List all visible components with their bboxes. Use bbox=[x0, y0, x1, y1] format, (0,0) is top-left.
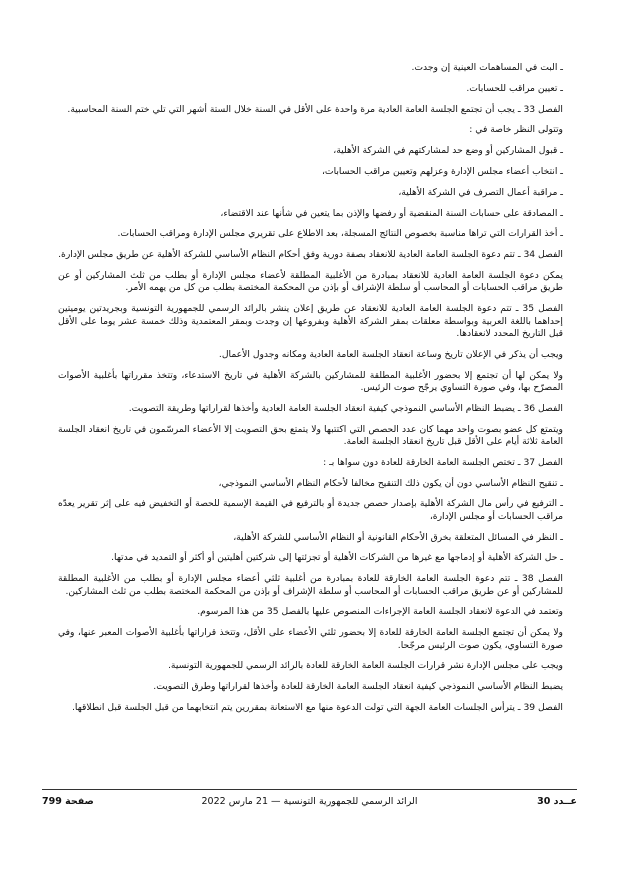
list-item: ـ أخذ القرارات التي تراها مناسبة بخصوص النتائج المسجلة، بعد الاطلاع على تقريري مجلس الإدارة ومراقب الحسابات. bbox=[117, 228, 563, 240]
page-footer bbox=[42, 795, 577, 809]
list-item: ـ المصادقة على حسابات السنة المنقضية أو رفضها والإذن بما يتعين في شأنها عند الاقتضاء، bbox=[220, 207, 563, 219]
article-38: الفصل 38 ـ تتم دعوة الجلسة العامة الخارقة للعادة بمبادرة من أغلبية ثلثي أعضاء مجلس الإدارة أو بطلب من الأغلبية المطلقة للمشاركين أو عن طريق مراقب الحسابات أو المحاسب أو سلطة الإشراف أو بإذن من المحكمة المختصة بطلب من ثلث المشاركين. bbox=[58, 573, 563, 597]
paragraph-26: يضبط النظام الأساسي النموذجي كيفية انعقاد الجلسة العامة الخارقة للعادة وأخذها لقراراتها وطرق التصويت. bbox=[153, 681, 563, 693]
article-37: الفصل 37 ـ تختص الجلسة العامة الخارقة للعادة دون سواها بـ : bbox=[323, 456, 563, 468]
list-item: ـ حل الشركة الأهلية أو إدماجها مع غيرها من الشركات الأهلية أو تجزئتها إلى شركتين أهليتين أو أكثر أو التمديد في مدتها. bbox=[111, 552, 563, 564]
page-number: صفحة 799 bbox=[42, 796, 94, 807]
paragraph-14: ولا يمكن لها أن تجتمع إلا بحضور الأغلبية المطلقة للمشاركين بالشركة الأهلية في تاريخ الاستدعاء، وتتخذ مقرراتها بأغلبية الأصوات المصرّح بها، وفي صورة التساوي يرجّح صوت الرئيس. bbox=[58, 369, 563, 393]
paragraph-24: ولا يمكن أن تجتمع الجلسة العامة الخارقة للعادة إلا بحضور ثلثي الأعضاء على الأقل، وتتخذ قراراتها بأغلبية الأصوات المعبر عنها، وفي صورة التساوي، يكون صوت الرئيس مرجّحا. bbox=[58, 627, 563, 651]
paragraph-1: ـ البت في المساهمات العينية إن وجدت. bbox=[411, 62, 563, 73]
paragraph-13: ويجب أن يذكر في الإعلان تاريخ وساعة انعقاد الجلسة العامة العادية ومكانه وجدول الأعمال. bbox=[218, 348, 563, 360]
paragraph-4: وتتولى النظر خاصة في : bbox=[469, 124, 563, 136]
list-item: ـ انتخاب أعضاء مجلس الإدارة وعزلهم وتعيين مراقب الحسابات، bbox=[321, 165, 563, 177]
list-item: ـ قبول المشاركين أو وضع حد لمشاركتهم في الشركة الأهلية، bbox=[333, 145, 563, 157]
journal-title-date: الرائد الرسمي للجمهورية التونسية — 21 مارس 2022 bbox=[201, 796, 418, 807]
paragraph-11: يمكن دعوة الجلسة العامة العادية للانعقاد بمبادرة من الأغلبية المطلقة لأعضاء مجلس الإدارة أو بطلب من ثلث المشاركين أو عن طريق مراقب الحسابات أو المحاسب أو سلطة الإشراف أو بإذن من المحكمة المختصة بطلب من كل من يهمه الأمر. bbox=[58, 269, 563, 294]
paragraph-23: وتعتمد في الدعوة لانعقاد الجلسة العامة الإجراءات المنصوص عليها بالفصل 35 من هذا المرسوم. bbox=[197, 606, 563, 618]
article-39: الفصل 39 ـ يترأس الجلسات العامة الجهة التي تولت الدعوة منها مع الاستعانة بمقررين يتم انتخابهما من قبل الجلسة قبل انطلاقها. bbox=[71, 701, 563, 713]
paragraph-16: ويتمتع كل عضو بصوت واحد مهما كان عدد الحصص التي اكتتبها ولا يتمتع بحق التصويت إلا الأعضاء المرسّمون في تاريخ انعقاد الجلسة العامة ثلاثة أيام على الأقل قبل تاريخ انعقاد الجلسة العامة. bbox=[58, 423, 563, 447]
footer-divider bbox=[42, 789, 577, 790]
article-36: الفصل 36 ـ يضبط النظام الأساسي النموذجي كيفية انعقاد الجلسة العامة العادية وأخذها لقراراتها وطريقة التصويت. bbox=[128, 402, 563, 414]
list-item: ـ الترفيع في رأس مال الشركة الأهلية بإصدار حصص جديدة أو بالترفيع في القيمة الإسمية للحصة أو التخفيض فيه على إثر تقرير يعدّه مراقب الحسابات أو مجلس الإدارة، bbox=[58, 498, 563, 522]
paragraph-2: ـ تعيين مراقب للحسابات. bbox=[466, 82, 563, 94]
article-35: الفصل 35 ـ تتم دعوة الجلسة العامة العادية للانعقاد عن طريق إعلان ينشر بالرائد الرسمي للجمهورية التونسية وبجريدتين يوميتين إحداهما باللغة العربية وبواسطة معلقات بمقر الشركة الأهلية وبفروعها إن وجدت وبمقر المعتمدية وذلك خمسة عشر يوما على الأقل قبل التاريخ المحدد لانعقادها. bbox=[58, 303, 563, 339]
paragraph-25: ويجب على مجلس الإدارة نشر قرارات الجلسة العامة الخارقة للعادة بالرائد الرسمي للجمهورية التونسية. bbox=[167, 660, 563, 672]
list-item: ـ مراقبة أعمال التصرف في الشركة الأهلية، bbox=[398, 186, 563, 198]
document-body bbox=[58, 62, 563, 723]
issue-number: عــدد 30 bbox=[537, 796, 577, 807]
article-34: الفصل 34 ـ تتم دعوة الجلسة العامة العادية للانعقاد بصفة دورية وفق أحكام النظام الأساسي للشركة الأهلية عن طريق مجلس الإدارة. bbox=[58, 249, 563, 261]
list-item: ـ تنقيح النظام الأساسي دون أن يكون ذلك التنقيح مخالفا لأحكام النظام الأساسي النموذجي، bbox=[218, 477, 563, 489]
article-33: الفصل 33 ـ يجب أن تجتمع الجلسة العامة العادية مرة واحدة على الأقل في السنة خلال الستة أشهر التي تلي ختم السنة المحاسبية. bbox=[67, 103, 563, 115]
list-item: ـ النظر في المسائل المتعلقة بخرق الأحكام القانونية أو النظام الأساسي للشركة الأهلية، bbox=[233, 531, 563, 543]
